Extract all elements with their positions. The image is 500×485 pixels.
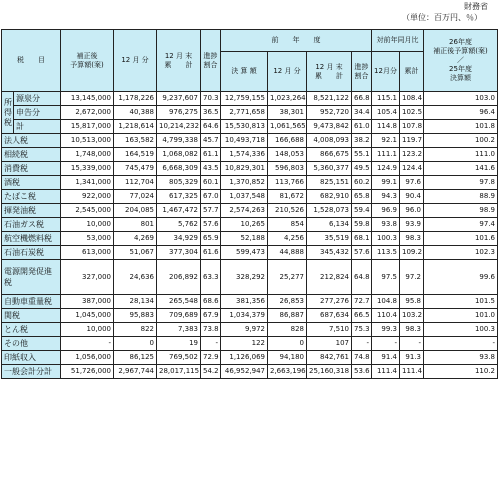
cell-value: 2,771,658 xyxy=(221,106,268,120)
cell-value: 38,301 xyxy=(268,106,307,120)
cell-value: 19 xyxy=(157,337,201,351)
cell-value: 61.1 xyxy=(201,148,221,162)
cell-value: - xyxy=(424,337,498,351)
cell-value: 4,799,338 xyxy=(157,134,201,148)
cell-value: 26,853 xyxy=(268,295,307,309)
cell-value: 66.8 xyxy=(352,92,372,106)
cell-value: 2,574,263 xyxy=(221,204,268,218)
cell-value: 72.9 xyxy=(201,351,221,365)
cell-value: 103.2 xyxy=(400,309,424,323)
cell-value: 687,634 xyxy=(307,309,352,323)
cell-value: 111.4 xyxy=(372,365,400,379)
table-row xyxy=(2,120,498,134)
cell-value: 57.6 xyxy=(201,218,221,232)
cell-value: 277,276 xyxy=(307,295,352,309)
cell-value: 96.9 xyxy=(372,204,400,218)
table-row xyxy=(2,232,498,246)
cell-value: 210,526 xyxy=(268,204,307,218)
cell-value: 10,493,718 xyxy=(221,134,268,148)
cell-value: 4,269 xyxy=(114,232,157,246)
cell-value: 74.8 xyxy=(352,351,372,365)
table-row xyxy=(2,190,498,204)
cell-value: 842,761 xyxy=(307,351,352,365)
table-row xyxy=(2,148,498,162)
cell-value: 59.8 xyxy=(352,218,372,232)
header-ratio: 26年度 補正後予算額(案) ／ 25年度 決算額 xyxy=(424,30,498,92)
cell-value: 93.8 xyxy=(372,218,400,232)
cell-value: 90.4 xyxy=(400,190,424,204)
cell-value: 53.6 xyxy=(352,365,372,379)
cell-value: 97.8 xyxy=(424,176,498,190)
cell-value: 101.6 xyxy=(424,232,498,246)
cell-value: 6,668,309 xyxy=(157,162,201,176)
cell-value: 75.3 xyxy=(352,323,372,337)
cell-value: 97.4 xyxy=(424,218,498,232)
cell-value: 5,360,377 xyxy=(307,162,352,176)
table-header xyxy=(2,30,498,92)
cell-value: 81,672 xyxy=(268,190,307,204)
cell-value: 15,339,000 xyxy=(61,162,114,176)
cell-value: 113.5 xyxy=(372,246,400,260)
cell-value: 745,479 xyxy=(114,162,157,176)
cell-value: 101.5 xyxy=(424,295,498,309)
income-tax-group-label: 所 得 税 xyxy=(2,92,14,134)
row-label: 関税 xyxy=(2,309,61,323)
cell-value: 40,388 xyxy=(114,106,157,120)
cell-value: 86,887 xyxy=(268,309,307,323)
cell-value: 38.2 xyxy=(352,134,372,148)
cell-value: 10,214,232 xyxy=(157,120,201,134)
cell-value: 1,126,069 xyxy=(221,351,268,365)
cell-value: 67.9 xyxy=(201,309,221,323)
table-row xyxy=(2,106,498,120)
cell-value: 387,000 xyxy=(61,295,114,309)
cell-value: 617,325 xyxy=(157,190,201,204)
cell-value: 73.8 xyxy=(201,323,221,337)
cell-value: - xyxy=(352,337,372,351)
cell-value: 96.4 xyxy=(424,106,498,120)
header-yoy-cum: 累計 xyxy=(400,52,424,92)
cell-value: 115.1 xyxy=(372,92,400,106)
header-yoy: 対前年同月比 xyxy=(372,30,424,52)
row-label: 航空機燃料税 xyxy=(2,232,61,246)
cell-value: 1,341,000 xyxy=(61,176,114,190)
cell-value: 104.8 xyxy=(372,295,400,309)
cell-value: 28,017,115 xyxy=(157,365,201,379)
row-label: とん税 xyxy=(2,323,61,337)
row-label: 石油ガス税 xyxy=(2,218,61,232)
cell-value: 1,045,000 xyxy=(61,309,114,323)
header-yoy-dec: 12月分 xyxy=(372,52,400,92)
header-dec: 12 月 分 xyxy=(114,30,157,92)
header-progress: 進捗 割合 xyxy=(201,30,221,92)
cell-value: 65.9 xyxy=(201,232,221,246)
cell-value: 93.9 xyxy=(400,218,424,232)
cell-value: 212,824 xyxy=(307,260,352,295)
cell-value: 91.3 xyxy=(400,351,424,365)
cell-value: 102.5 xyxy=(400,106,424,120)
cell-value: 70.3 xyxy=(201,92,221,106)
cell-value: 98.9 xyxy=(424,204,498,218)
cell-value: 61.6 xyxy=(201,246,221,260)
cell-value: 682,910 xyxy=(307,190,352,204)
cell-value: 111.1 xyxy=(372,148,400,162)
cell-value: 34.4 xyxy=(352,106,372,120)
cell-value: 204,085 xyxy=(114,204,157,218)
cell-value: 805,329 xyxy=(157,176,201,190)
cell-value: 10,000 xyxy=(61,323,114,337)
cell-value: 15,817,000 xyxy=(61,120,114,134)
table-row xyxy=(2,218,498,232)
cell-value: 61.0 xyxy=(352,120,372,134)
cell-value: 110.2 xyxy=(424,365,498,379)
cell-value: 141.6 xyxy=(424,162,498,176)
row-label: その他 xyxy=(2,337,61,351)
cell-value: 7,383 xyxy=(157,323,201,337)
cell-value: 59.4 xyxy=(352,204,372,218)
cell-value: 166,688 xyxy=(268,134,307,148)
cell-value: 1,748,000 xyxy=(61,148,114,162)
cell-value: 68.1 xyxy=(352,232,372,246)
cell-value: 43.5 xyxy=(201,162,221,176)
cell-value: 98.3 xyxy=(400,232,424,246)
cell-value: 10,000 xyxy=(61,218,114,232)
cell-value: 53,000 xyxy=(61,232,114,246)
cell-value: 94.3 xyxy=(372,190,400,204)
cell-value: 100.3 xyxy=(372,232,400,246)
cell-value: 1,034,379 xyxy=(221,309,268,323)
cell-value: 123.2 xyxy=(400,148,424,162)
cell-value: 114.8 xyxy=(372,120,400,134)
cell-value: - xyxy=(201,337,221,351)
cell-value: 49.5 xyxy=(352,162,372,176)
cell-value: - xyxy=(372,337,400,351)
cell-value: 377,304 xyxy=(157,246,201,260)
cell-value: 111.0 xyxy=(424,148,498,162)
cell-value: 44,888 xyxy=(268,246,307,260)
cell-value: 92.1 xyxy=(372,134,400,148)
cell-value: 60.2 xyxy=(352,176,372,190)
cell-value: 10,513,000 xyxy=(61,134,114,148)
header-cum: 12 月 末 累 計 xyxy=(157,30,201,92)
row-label: 石油石炭税 xyxy=(2,246,61,260)
cell-value: 825,151 xyxy=(307,176,352,190)
cell-value: 54.2 xyxy=(201,365,221,379)
cell-value: 709,689 xyxy=(157,309,201,323)
cell-value: 64.6 xyxy=(201,120,221,134)
cell-value: 109.2 xyxy=(400,246,424,260)
cell-value: 854 xyxy=(268,218,307,232)
table-row xyxy=(2,365,498,379)
cell-value: 46,952,947 xyxy=(221,365,268,379)
cell-value: 57.6 xyxy=(352,246,372,260)
cell-value: 86,125 xyxy=(114,351,157,365)
cell-value: 52,188 xyxy=(221,232,268,246)
cell-value: 2,672,000 xyxy=(61,106,114,120)
table-row xyxy=(2,176,498,190)
cell-value: 60.1 xyxy=(201,176,221,190)
cell-value: 91.4 xyxy=(372,351,400,365)
cell-value: 55.1 xyxy=(352,148,372,162)
cell-value: 77,024 xyxy=(114,190,157,204)
cell-value: 4,256 xyxy=(268,232,307,246)
cell-value: 4,008,093 xyxy=(307,134,352,148)
table-body xyxy=(2,92,498,379)
cell-value: 25,160,318 xyxy=(307,365,352,379)
cell-value: 107 xyxy=(307,337,352,351)
cell-value: 613,000 xyxy=(61,246,114,260)
cell-value: 1,061,565 xyxy=(268,120,307,134)
cell-value: 97.6 xyxy=(400,176,424,190)
cell-value: 9,237,607 xyxy=(157,92,201,106)
table-row xyxy=(2,260,498,295)
cell-value: 976,275 xyxy=(157,106,201,120)
cell-value: 1,218,614 xyxy=(114,120,157,134)
cell-value: 100.3 xyxy=(424,323,498,337)
header-prev-progress: 進捗 割合 xyxy=(352,52,372,92)
cell-value: 97.2 xyxy=(400,260,424,295)
cell-value: 828 xyxy=(268,323,307,337)
cell-value: 1,037,548 xyxy=(221,190,268,204)
cell-value: 164,519 xyxy=(114,148,157,162)
cell-value: 866,675 xyxy=(307,148,352,162)
cell-value: 113,766 xyxy=(268,176,307,190)
cell-value: 105.4 xyxy=(372,106,400,120)
cell-value: 163,582 xyxy=(114,134,157,148)
cell-value: 51,067 xyxy=(114,246,157,260)
cell-value: - xyxy=(61,337,114,351)
row-label: 消費税 xyxy=(2,162,61,176)
cell-value: 1,023,264 xyxy=(268,92,307,106)
cell-value: 9,473,842 xyxy=(307,120,352,134)
cell-value: 2,967,744 xyxy=(114,365,157,379)
cell-value: 94,180 xyxy=(268,351,307,365)
row-label: 計 xyxy=(14,120,61,134)
cell-value: 822 xyxy=(114,323,157,337)
cell-value: 103.0 xyxy=(424,92,498,106)
row-label: たばこ税 xyxy=(2,190,61,204)
cell-value: 99.6 xyxy=(424,260,498,295)
cell-value: 36.5 xyxy=(201,106,221,120)
cell-value: 769,502 xyxy=(157,351,201,365)
tax-revenue-table xyxy=(1,29,498,379)
cell-value: 102.3 xyxy=(424,246,498,260)
row-label: 申告分 xyxy=(14,106,61,120)
cell-value: 111.4 xyxy=(400,365,424,379)
cell-value: 1,068,082 xyxy=(157,148,201,162)
row-label: 自動車重量税 xyxy=(2,295,61,309)
cell-value: 124.4 xyxy=(400,162,424,176)
row-label: 酒税 xyxy=(2,176,61,190)
cell-value: 381,356 xyxy=(221,295,268,309)
row-label: 法人税 xyxy=(2,134,61,148)
cell-value: 67.0 xyxy=(201,190,221,204)
row-label: 一般会計分計 xyxy=(2,365,61,379)
cell-value: 7,510 xyxy=(307,323,352,337)
cell-value: 51,726,000 xyxy=(61,365,114,379)
cell-value: 345,432 xyxy=(307,246,352,260)
header-prev-budget: 決 算 額 xyxy=(221,52,268,92)
header-prev-dec: 12 月 分 xyxy=(268,52,307,92)
cell-value: 1,178,226 xyxy=(114,92,157,106)
cell-value: 148,053 xyxy=(268,148,307,162)
table-row xyxy=(2,204,498,218)
cell-value: 63.3 xyxy=(201,260,221,295)
cell-value: 8,521,122 xyxy=(307,92,352,106)
cell-value: 1,467,472 xyxy=(157,204,201,218)
cell-value: 1,528,073 xyxy=(307,204,352,218)
cell-value: 801 xyxy=(114,218,157,232)
cell-value: 206,892 xyxy=(157,260,201,295)
cell-value: 64.8 xyxy=(352,260,372,295)
cell-value: 6,134 xyxy=(307,218,352,232)
cell-value: 110.4 xyxy=(372,309,400,323)
cell-value: 2,545,000 xyxy=(61,204,114,218)
cell-value: 15,530,813 xyxy=(221,120,268,134)
table-row xyxy=(2,351,498,365)
row-label: 電源開発促進税 xyxy=(2,260,61,295)
cell-value: 99.1 xyxy=(372,176,400,190)
cell-value: 93.8 xyxy=(424,351,498,365)
cell-value: 101.8 xyxy=(424,120,498,134)
cell-value: 57.7 xyxy=(201,204,221,218)
cell-value: 1,370,852 xyxy=(221,176,268,190)
cell-value: 12,759,155 xyxy=(221,92,268,106)
cell-value: 108.4 xyxy=(400,92,424,106)
header-budget: 補正後 予算額(案) xyxy=(61,30,114,92)
cell-value: 265,548 xyxy=(157,295,201,309)
cell-value: 596,803 xyxy=(268,162,307,176)
cell-value: 45.7 xyxy=(201,134,221,148)
table-row xyxy=(2,92,498,106)
cell-value: 119.7 xyxy=(400,134,424,148)
cell-value: 952,720 xyxy=(307,106,352,120)
unit-label: （単位：百万円、％） xyxy=(402,13,482,22)
cell-value: 96.0 xyxy=(400,204,424,218)
cell-value: 95.8 xyxy=(400,295,424,309)
cell-value: 95,883 xyxy=(114,309,157,323)
cell-value: 28,134 xyxy=(114,295,157,309)
cell-value: 88.9 xyxy=(424,190,498,204)
cell-value: 122 xyxy=(221,337,268,351)
header-prev: 前 年 度 xyxy=(221,30,372,52)
cell-value: 72.7 xyxy=(352,295,372,309)
cell-value: 2,663,196 xyxy=(268,365,307,379)
cell-value: 9,972 xyxy=(221,323,268,337)
cell-value: 124.9 xyxy=(372,162,400,176)
row-label: 印紙収入 xyxy=(2,351,61,365)
cell-value: 25,277 xyxy=(268,260,307,295)
cell-value: 1,056,000 xyxy=(61,351,114,365)
cell-value: 34,929 xyxy=(157,232,201,246)
cell-value: 97.5 xyxy=(372,260,400,295)
cell-value: 5,762 xyxy=(157,218,201,232)
cell-value: 66.5 xyxy=(352,309,372,323)
cell-value: 68.6 xyxy=(201,295,221,309)
table-row xyxy=(2,246,498,260)
cell-value: 100.2 xyxy=(424,134,498,148)
cell-value: 65.8 xyxy=(352,190,372,204)
cell-value: 101.0 xyxy=(424,309,498,323)
cell-value: 0 xyxy=(268,337,307,351)
cell-value: 922,000 xyxy=(61,190,114,204)
table-row xyxy=(2,295,498,309)
cell-value: 24,636 xyxy=(114,260,157,295)
cell-value: 13,145,000 xyxy=(61,92,114,106)
cell-value: 1,574,336 xyxy=(221,148,268,162)
cell-value: 10,265 xyxy=(221,218,268,232)
cell-value: 599,473 xyxy=(221,246,268,260)
cell-value: 0 xyxy=(114,337,157,351)
table-row xyxy=(2,337,498,351)
header-prev-cum: 12 月 末 累 計 xyxy=(307,52,352,92)
cell-value: 98.3 xyxy=(400,323,424,337)
ministry-label: 財務省 xyxy=(464,2,488,11)
cell-value: 327,000 xyxy=(61,260,114,295)
cell-value: 35,519 xyxy=(307,232,352,246)
table-row xyxy=(2,309,498,323)
table-row xyxy=(2,323,498,337)
table-row xyxy=(2,162,498,176)
row-label: 揮発油税 xyxy=(2,204,61,218)
cell-value: 328,292 xyxy=(221,260,268,295)
cell-value: 112,704 xyxy=(114,176,157,190)
cell-value: - xyxy=(400,337,424,351)
cell-value: 10,829,301 xyxy=(221,162,268,176)
cell-value: 107.8 xyxy=(400,120,424,134)
table-row xyxy=(2,134,498,148)
cell-value: 99.3 xyxy=(372,323,400,337)
row-label: 源泉分 xyxy=(14,92,61,106)
header-item: 税 目 xyxy=(2,30,61,92)
row-label: 相続税 xyxy=(2,148,61,162)
